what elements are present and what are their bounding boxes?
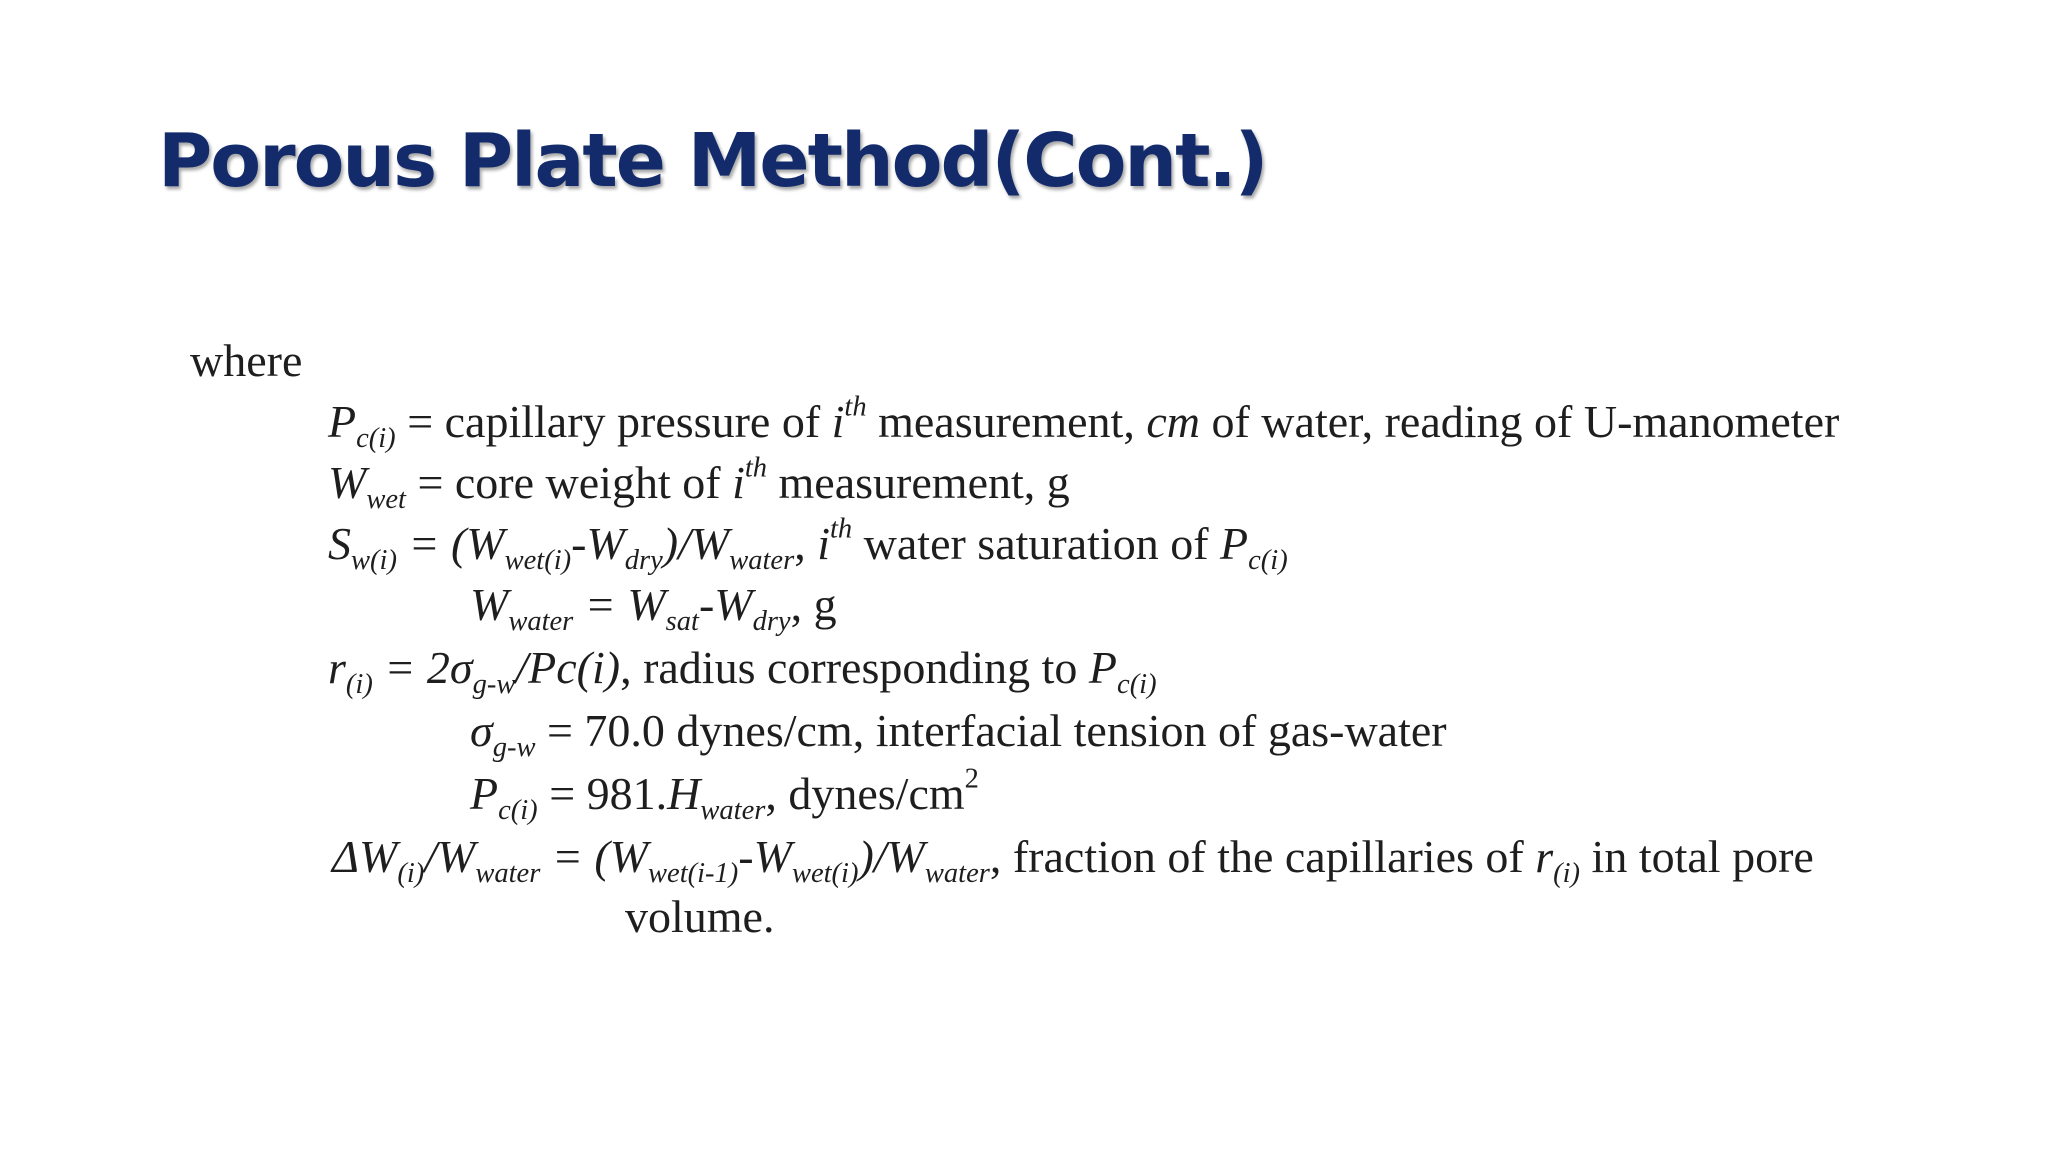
superscript: 2 [964,763,979,795]
symbol: W [470,579,509,630]
text: -W [738,831,792,882]
subscript: (i) [345,668,373,700]
symbol: P [470,768,499,819]
subscript: c(i) [1117,668,1157,700]
text: , [794,518,818,569]
subscript: g-w [472,668,516,700]
text: -W [698,579,753,630]
text: = W [573,579,666,630]
text: , g [790,579,837,630]
superscript: th [829,513,853,545]
subscript: (i) [1553,857,1581,889]
symbol: r [1535,831,1554,882]
definition-radius [328,642,1157,700]
subscript: wet(i) [791,857,859,889]
slide-title: Porous Plate Method(Cont.) [158,118,1267,204]
symbol: S [328,518,351,569]
text: )/W [858,831,925,882]
text: , radius corresponding to [620,642,1089,693]
definition-capillary-fraction-cont: volume. [625,891,775,942]
symbol: i [831,396,845,447]
subscript: water [475,857,541,889]
where-label: where [190,335,303,386]
subscript: c(i) [1248,544,1288,576]
symbol: P [1088,642,1118,693]
symbol: P [328,396,357,447]
subscript: w(i) [351,544,397,576]
subscript: water [729,544,795,576]
definition-pressure-conversion [470,763,979,826]
symbol: i [732,457,745,508]
symbol: W [328,457,367,508]
text: )/W [662,518,730,569]
superscript: th [744,452,768,484]
subscript: dry [752,605,791,637]
subscript: sat [665,605,699,637]
symbol: r [328,642,346,693]
subscript: (i) [397,857,425,889]
definition-capillary-fraction [332,831,1814,889]
text: = 70.0 dynes/cm, interfacial tension of gas-water [535,705,1447,756]
subscript: water [508,605,574,637]
symbol: σ [470,705,493,756]
text: , fraction of the capillaries of [989,831,1536,882]
text: = (W [540,831,649,882]
text: in total pore [1580,831,1814,882]
text: water saturation of [852,518,1221,569]
superscript: th [844,391,867,423]
symbol: P [1220,518,1249,569]
text: measurement, [866,396,1147,447]
subscript: water [700,794,766,826]
text: = core weight of [405,457,733,508]
text: measurement, g [767,457,1070,508]
text: /Pc(i) [515,642,621,693]
definition-wet-weight [328,452,1070,515]
text: /W [424,831,476,882]
subscript: wet [366,483,406,515]
text: = capillary pressure of [395,396,832,447]
text: -W [571,518,625,569]
subscript: g-w [492,731,536,763]
text: , dynes/cm [765,768,965,819]
definition-interfacial-tension [470,705,1447,763]
subscript: c(i) [356,422,396,454]
text: of water, reading of U-manometer [1199,396,1840,447]
symbol: H [667,768,701,819]
symbol: i [817,518,830,569]
symbol: ΔW [332,831,398,882]
subscript: water [924,857,990,889]
subscript: wet(i) [504,544,572,576]
subscript: c(i) [498,794,538,826]
text: = 981. [537,768,668,819]
definition-capillary-pressure [328,391,1840,454]
subscript: dry [624,544,663,576]
subscript: wet(i-1) [648,857,739,889]
text: = (W [396,518,505,569]
unit: cm [1146,396,1200,447]
definition-water-weight [470,579,837,637]
text: = 2σ [372,642,473,693]
definition-water-saturation [328,513,1288,576]
formula-image [160,320,1900,960]
